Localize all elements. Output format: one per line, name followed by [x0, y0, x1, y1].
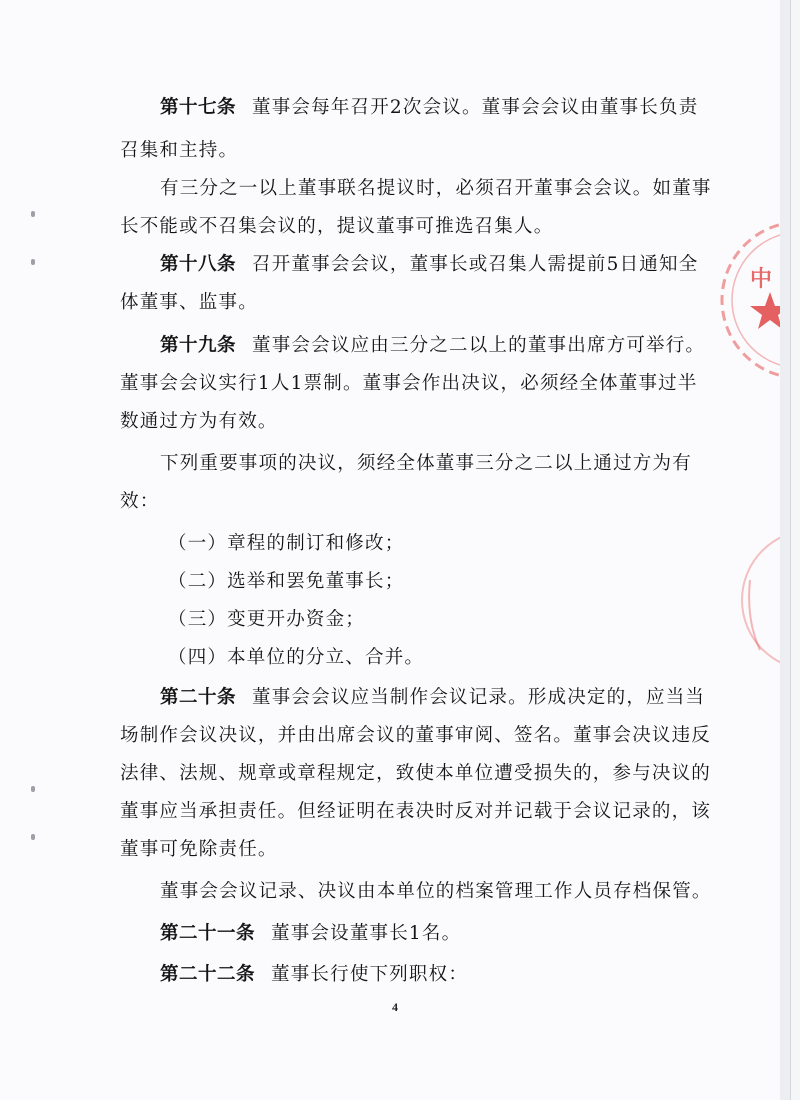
article-heading: 第十七条 — [160, 97, 237, 118]
paragraph-text: 召开董事会会议，董事长或召集人需提前5日通知全 — [252, 254, 699, 275]
text-line — [120, 963, 680, 987]
text-line — [120, 922, 680, 946]
list-item: （一）章程的制订和修改； — [168, 533, 405, 554]
article-heading: 第二十二条 — [160, 964, 256, 985]
article-heading: 第十九条 — [160, 335, 237, 356]
page-number: 4 — [392, 1000, 398, 1014]
text-line — [120, 334, 706, 358]
paragraph-text: 董事长行使下列职权： — [271, 964, 469, 985]
text-line: 召集和主持。 — [120, 140, 239, 161]
binding-hole — [31, 786, 35, 792]
seal-text: 中 — [750, 267, 773, 292]
list-item: （四）本单位的分立、合并。 — [168, 647, 425, 668]
paragraph-text: 董事会每年召开2次会议。董事会会议由董事长负责 — [252, 97, 699, 118]
text-line: 下列重要事项的决议，须经全体董事三分之二以上通过方为有 — [160, 453, 692, 474]
text-line: 董事会会议实行1人1票制。董事会作出决议，必须经全体董事过半 — [120, 373, 698, 394]
binding-hole — [31, 834, 35, 840]
binding-hole — [31, 211, 35, 217]
text-line: 体董事、监事。 — [120, 292, 258, 313]
article-heading: 第十八条 — [160, 254, 237, 275]
paragraph-text: 董事会设董事长1名。 — [271, 923, 462, 944]
text-line: 董事应当承担责任。但经证明在表决时反对并记载于会议记录的，该 — [120, 801, 712, 822]
text-line: 数通过方为有效。 — [120, 411, 278, 432]
text-line: 董事会会议记录、决议由本单位的档案管理工作人员存档保管。 — [160, 881, 712, 902]
page-edge — [780, 0, 790, 1100]
text-line: 效： — [120, 491, 160, 512]
binding-hole — [31, 259, 35, 265]
text-line — [120, 96, 699, 120]
list-item: （二）选举和罢免董事长； — [168, 571, 405, 592]
article-heading: 第二十一条 — [160, 923, 256, 944]
text-line — [120, 686, 706, 710]
paragraph-text: 董事会会议应当制作会议记录。形成决定的，应当当 — [252, 687, 706, 708]
text-line: 董事可免除责任。 — [120, 839, 278, 860]
text-line: 场制作会议决议，并由出席会议的董事审阅、签名。董事会决议违反 — [120, 725, 712, 746]
text-line: 长不能或不召集会议的，提议董事可推选召集人。 — [120, 216, 554, 237]
article-heading: 第二十条 — [160, 687, 237, 708]
paragraph-text: 董事会会议应由三分之二以上的董事出席方可举行。 — [252, 335, 706, 356]
text-line: 有三分之一以上董事联名提议时，必须召开董事会会议。如董事 — [160, 178, 712, 199]
text-line: 法律、法规、规章或章程规定，致使本单位遭受损失的，参与决议的 — [120, 763, 712, 784]
list-item: （三）变更开办资金； — [168, 609, 366, 630]
text-line — [120, 253, 699, 277]
